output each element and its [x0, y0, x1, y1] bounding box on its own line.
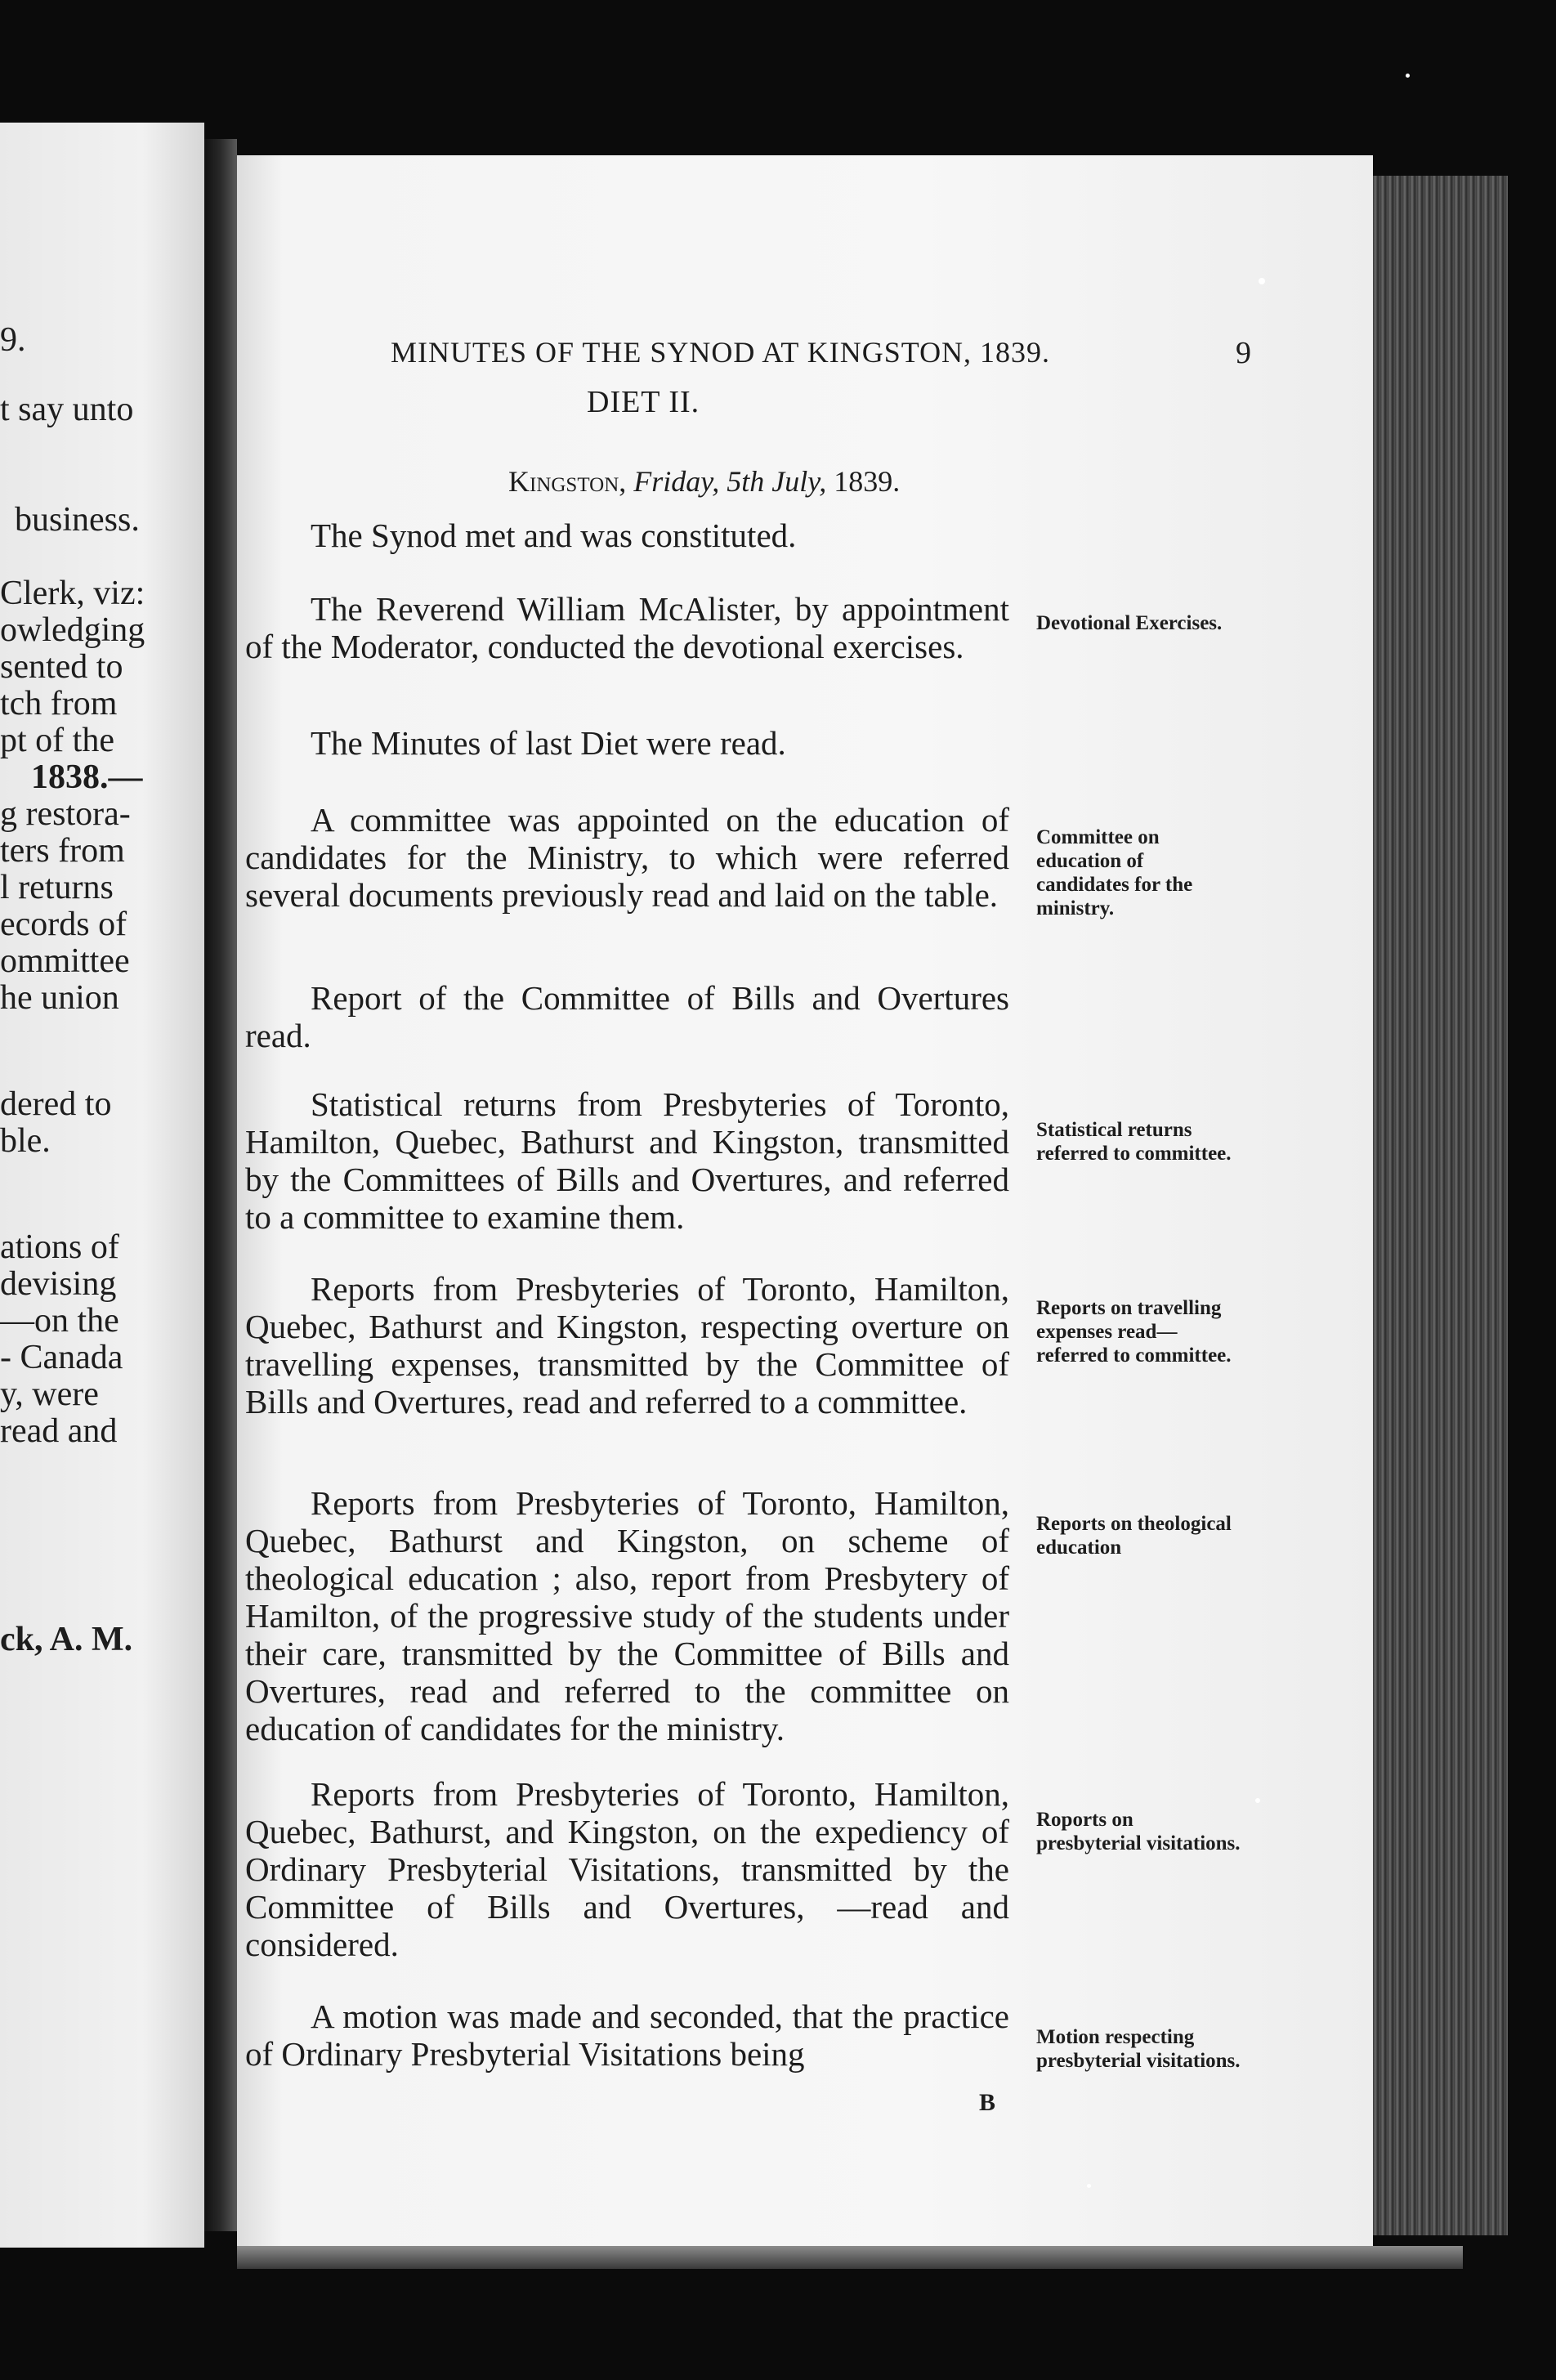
paragraph: A motion was made and seconded, that the practice of Ordinary Presbyterial Visitations being: [245, 1998, 1009, 2073]
left-page-line: read and: [0, 1412, 118, 1450]
date-date: 5th July,: [727, 465, 827, 498]
signature-mark: B: [979, 2089, 996, 2116]
left-page-line: ters from: [0, 832, 125, 870]
paragraph: A committee was appointed on the education of candidates for the Ministry, to which were referred several documents previously read and laid on the table.: [245, 801, 1009, 914]
date-year: 1839.: [834, 465, 901, 498]
page-edges: [1373, 176, 1508, 2235]
dust-speck: [1406, 74, 1410, 78]
dust-speck: [1255, 1798, 1260, 1803]
left-page-line: dered to: [0, 1085, 112, 1123]
page-number: 9: [1236, 336, 1251, 370]
paragraph: Reports from Presbyteries of Toronto, Hamilton, Quebec, Bathurst and Kingston, on scheme of theological education ; also, report from Presbytery of Hamilton, of the progressive study of the students under their care, transmitted by the Committee of Bills and Overtures, read and referred to the committee on education of candidates for the ministry.: [245, 1484, 1009, 1747]
date-line: [508, 464, 900, 499]
margin-note: Reports on travelling expenses read—referred to committee.: [1036, 1297, 1232, 1367]
left-page-line: devising: [0, 1265, 117, 1303]
paragraph: Reports from Presbyteries of Toronto, Hamilton, Quebec, Bathurst and Kingston, respecting overture on travelling expenses, transmitted by the Committee of Bills and Overtures, read and referred to a committee.: [245, 1270, 1009, 1420]
paragraph: Statistical returns from Presbyteries of Toronto, Hamilton, Quebec, Bathurst and Kingston, transmitted by the Committees of Bills and Overtures, and referred to a committee to examine them.: [245, 1085, 1009, 1236]
margin-note: Reports on theological education: [1036, 1513, 1232, 1559]
margin-note: Statistical returns referred to committee.: [1036, 1119, 1232, 1165]
left-page-line: pt of the: [0, 722, 114, 759]
margin-note: Motion respecting presbyterial visitations.: [1036, 2026, 1241, 2072]
paragraph: Reports from Presbyteries of Toronto, Hamilton, Quebec, Bathurst, and Kingston, on the expediency of Ordinary Presbyterial Visitations, transmitted by the Committee of Bills and Overtures, —read and considered.: [245, 1775, 1009, 1963]
left-page-line: ck, A. M.: [0, 1621, 133, 1658]
date-day: Friday,: [633, 465, 720, 498]
left-page-line: ommittee: [0, 942, 130, 980]
left-page-line: - Canada: [0, 1339, 123, 1376]
margin-note: Devotional Exercises.: [1036, 612, 1223, 634]
paragraph: The Synod met and was constituted.: [311, 517, 797, 554]
left-page-line: g restora-: [0, 795, 131, 833]
running-head: MINUTES OF THE SYNOD AT KINGSTON, 1839.: [391, 336, 1051, 369]
left-page-line: —on the: [0, 1302, 119, 1340]
left-page-line: 9.: [0, 321, 26, 359]
left-page-line: ations of: [0, 1228, 119, 1266]
paragraph: The Minutes of last Diet were read.: [311, 724, 786, 762]
diet-heading: DIET II.: [587, 385, 700, 419]
dust-speck: [1087, 2184, 1091, 2188]
left-page-line: ble.: [0, 1122, 51, 1160]
left-page-line: owledging: [0, 611, 145, 649]
paragraph: The Reverend William McAlister, by appointment of the Moderator, conducted the devotional exercises.: [245, 590, 1009, 665]
left-page-line: 1838.—: [31, 758, 143, 796]
left-page-line: tch from: [0, 685, 118, 722]
left-page-line: y, were: [0, 1376, 99, 1413]
left-page-line: he union: [0, 979, 119, 1017]
left-page-line: business.: [15, 501, 140, 539]
margin-note: Roports on presbyterial visitations.: [1036, 1809, 1241, 1854]
date-place: Kingston,: [508, 465, 627, 498]
book-gutter: [204, 139, 237, 2231]
left-page-line: t say unto: [0, 391, 134, 428]
left-page-line: l returns: [0, 869, 114, 906]
left-facing-page: [0, 123, 204, 2248]
page-bottom-edge: [237, 2246, 1463, 2269]
dust-speck: [1259, 278, 1265, 284]
left-page-line: sented to: [0, 648, 123, 686]
left-page-line: Clerk, viz:: [0, 575, 145, 612]
left-page-line: ecords of: [0, 906, 127, 943]
margin-note: Committee on education of candidates for the ministry.: [1036, 826, 1193, 919]
paragraph: Report of the Committee of Bills and Overtures read.: [245, 979, 1009, 1054]
